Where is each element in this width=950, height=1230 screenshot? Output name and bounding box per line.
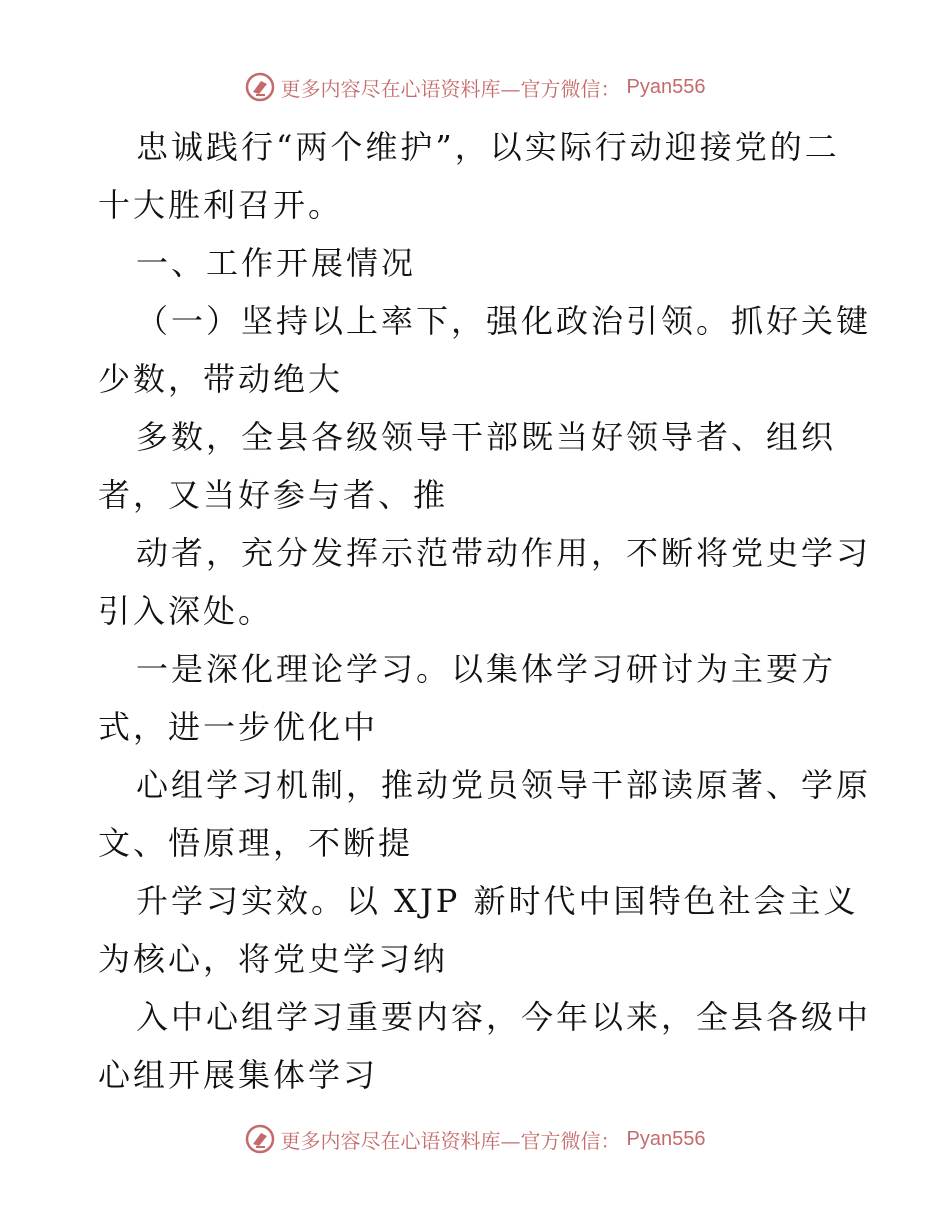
text-line: 者，又当好参与者、推	[98, 476, 449, 514]
text-line: 心组学习机制，推动党员领导干部读原著、学原	[136, 766, 872, 804]
text-line: 多数，全县各级领导干部既当好领导者、组织	[136, 418, 837, 456]
watermark-header	[0, 72, 950, 102]
document-body	[98, 118, 872, 1104]
text-line: 引入深处。	[98, 592, 274, 630]
text-line: 式，进一步优化中	[98, 708, 379, 746]
text-line: 少数，带动绝大	[98, 360, 344, 398]
watermark-id: Pyan556	[626, 75, 706, 98]
watermark-id: Pyan556	[626, 1127, 706, 1150]
text-line: 升学习实效。以 XJP 新时代中国特色社会主义	[136, 882, 859, 920]
text-line: 心组开展集体学习	[98, 1056, 379, 1094]
text-line: （一）坚持以上率下，强化政治引领。抓好关键	[136, 302, 872, 340]
watermark-text: 更多内容尽在心语资料库—官方微信：	[280, 1128, 621, 1153]
text-line: 文、悟原理，不断提	[98, 824, 414, 862]
watermark-logo-icon	[245, 72, 275, 102]
watermark-logo-icon	[245, 1124, 275, 1154]
text-line: 十大胜利召开。	[98, 186, 344, 224]
text-line: 忠诚践行“两个维护”，以实际行动迎接党的二	[136, 128, 840, 166]
watermark-text: 更多内容尽在心语资料库—官方微信：	[280, 76, 621, 101]
text-line: 一是深化理论学习。以集体学习研讨为主要方	[136, 650, 837, 688]
watermark-footer	[0, 1124, 950, 1154]
text-line: 入中心组学习重要内容，今年以来，全县各级中	[136, 998, 872, 1036]
text-line: 为核心，将党史学习纳	[98, 940, 449, 978]
text-line: 一、工作开展情况	[136, 244, 417, 282]
text-line: 动者，充分发挥示范带动作用，不断将党史学习	[136, 534, 872, 572]
